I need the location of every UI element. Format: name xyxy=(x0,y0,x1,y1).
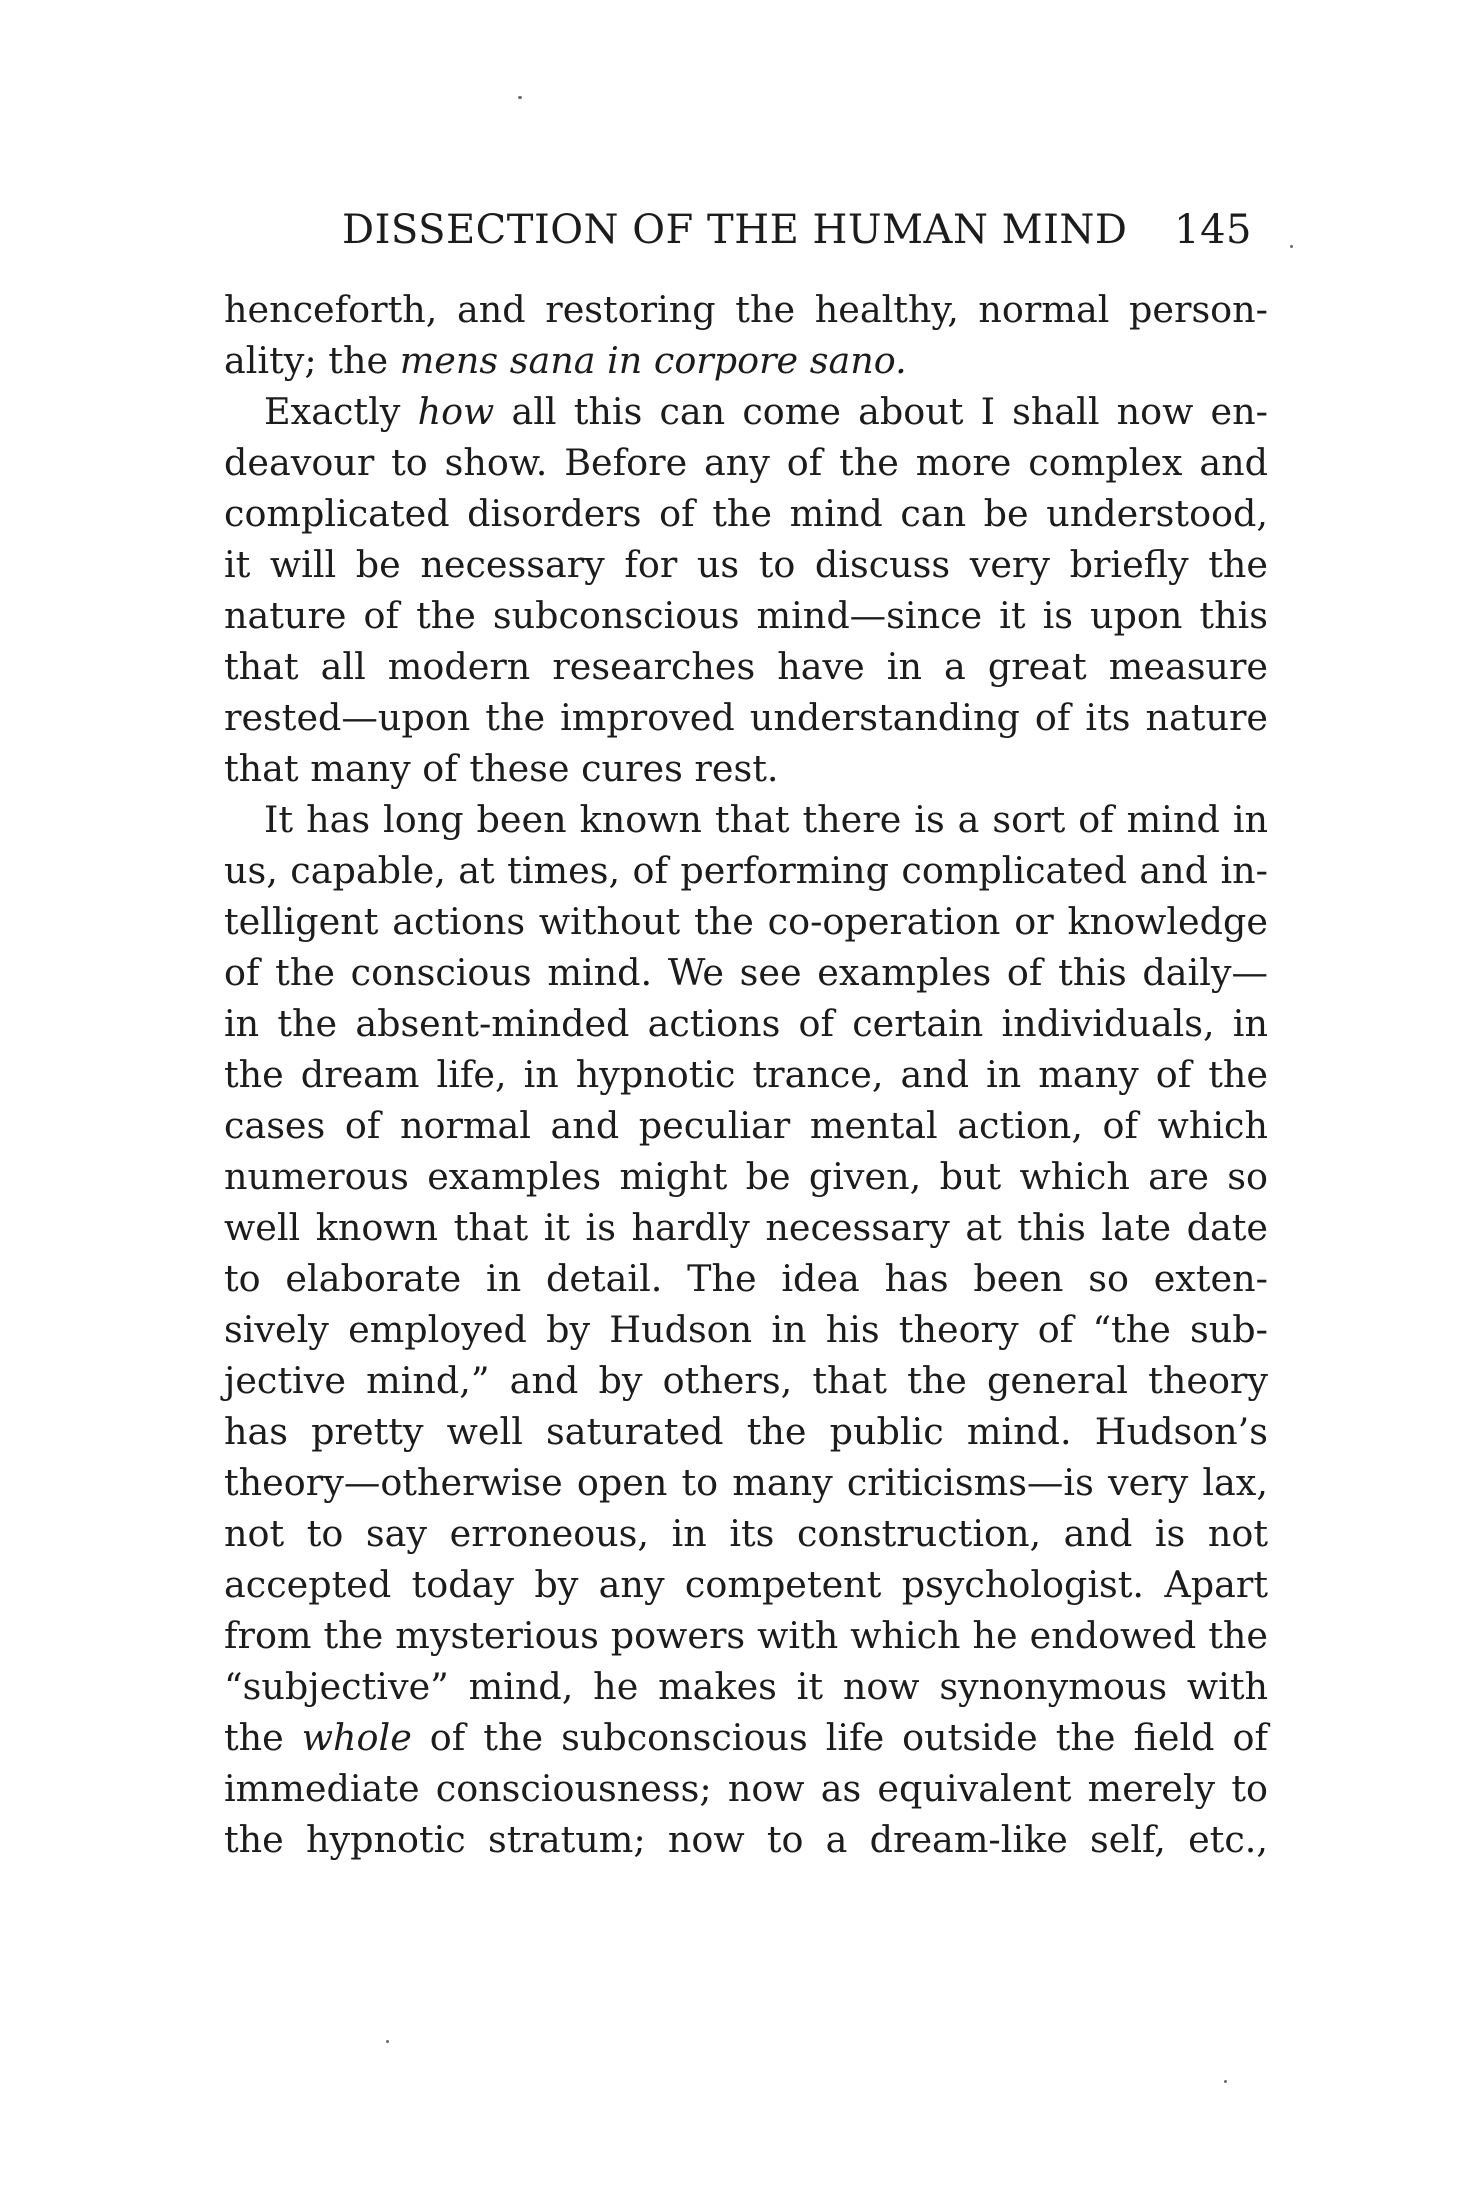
body-text xyxy=(224,284,1268,1865)
text-line: deavour to show. Before any of the more complex and xyxy=(224,441,1268,484)
text-line: well known that it is hardly necessary at this late date xyxy=(224,1206,1268,1249)
text-line: “subjective” mind, he makes it now synonymous with xyxy=(224,1665,1268,1708)
text-line: jective mind,” and by others, that the general theory xyxy=(224,1359,1268,1402)
paragraph-first-line: It has long been known that there is a sort of mind in xyxy=(264,798,1268,841)
paper-speck xyxy=(1224,2080,1227,2083)
latin-phrase: mens sana in corpore sano. xyxy=(399,339,907,382)
text-line: accepted today by any competent psychologist. Apart xyxy=(224,1563,1268,1606)
text-line: rested—upon the improved understanding of its nature xyxy=(224,696,1268,739)
text-line: has pretty well saturated the public mind. Hudson’s xyxy=(224,1410,1268,1453)
text-line: ality; the mens sana in corpore sano. xyxy=(224,339,907,382)
text-line: to elaborate in detail. The idea has been so exten- xyxy=(224,1257,1268,1300)
text-line: the hypnotic stratum; now to a dream-like self, etc., xyxy=(224,1818,1268,1861)
running-title: DISSECTION OF THE HUMAN MIND xyxy=(342,207,1128,253)
text-line: that all modern researches have in a great measure xyxy=(224,645,1268,688)
text-line: in the absent-minded actions of certain individuals, in xyxy=(224,1002,1268,1045)
text-line: that many of these cures rest. xyxy=(224,747,779,790)
text-line: numerous examples might be given, but which are so xyxy=(224,1155,1268,1198)
text-line: of the conscious mind. We see examples of this daily— xyxy=(224,951,1268,994)
paragraph-first-line: Exactly how all this can come about I shall now en- xyxy=(264,390,1269,433)
page-number: 145 xyxy=(1174,207,1252,253)
text-line: telligent actions without the co-operation or knowledge xyxy=(224,900,1268,943)
text-line: henceforth, and restoring the healthy, normal person- xyxy=(224,288,1268,331)
text-line: the whole of the subconscious life outside the field of xyxy=(224,1716,1268,1759)
paper-speck xyxy=(1290,245,1293,248)
text-line: not to say erroneous, in its construction, and is not xyxy=(224,1512,1268,1555)
text-line: from the mysterious powers with which he endowed the xyxy=(224,1614,1268,1657)
text-line: cases of normal and peculiar mental action, of which xyxy=(224,1104,1268,1147)
text-line: sively employed by Hudson in his theory of “the sub- xyxy=(224,1308,1268,1351)
text-line: the dream life, in hypnotic trance, and in many of the xyxy=(224,1053,1268,1096)
paper-speck xyxy=(386,2040,389,2043)
text-line: it will be necessary for us to discuss very briefly the xyxy=(224,543,1268,586)
paper-speck xyxy=(518,96,522,99)
running-head xyxy=(222,200,1262,260)
emphasis: how xyxy=(417,390,495,433)
text-line: complicated disorders of the mind can be understood, xyxy=(224,492,1268,535)
text-line: nature of the subconscious mind—since it is upon this xyxy=(224,594,1268,637)
text-line: theory—otherwise open to many criticisms—is very lax, xyxy=(224,1461,1268,1504)
emphasis: whole xyxy=(301,1716,412,1759)
text-line: us, capable, at times, of performing complicated and in- xyxy=(224,849,1268,892)
text-line: immediate consciousness; now as equivalent merely to xyxy=(224,1767,1268,1810)
